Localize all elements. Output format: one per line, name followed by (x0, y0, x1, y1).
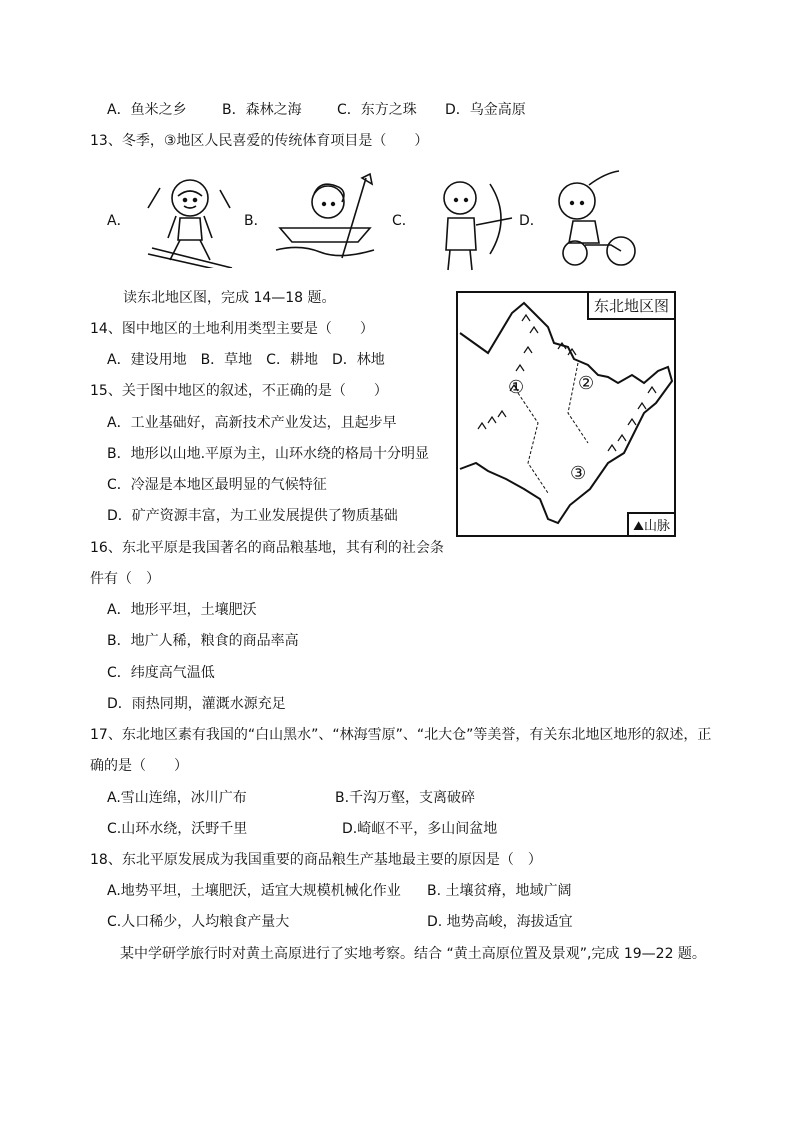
q14-options: A．建设用地 B．草地 C．耕地 D．林地 (107, 352, 385, 368)
q17-option-b: B.千沟万壑，支离破碎 (335, 790, 476, 806)
q12-option-a: A．鱼米之乡 (107, 102, 187, 118)
map-mark-2: ② (578, 373, 595, 394)
q17-stem-line1: 17、东北地区素有我国的“白山黑水”、“林海雪原”、“北大仓”等美誉，有关东北地区地形的叙述，正 (90, 727, 712, 743)
q12-option-c: C．东方之珠 (337, 102, 417, 118)
q16-stem-line1: 16、东北平原是我国著名的商品粮基地，其有利的社会条 (90, 540, 444, 556)
q15-option-a: A．工业基础好，高新技术产业发达，且起步早 (107, 415, 397, 431)
q13-option-b-label: B． (244, 213, 268, 229)
archer-illustration (420, 170, 520, 275)
q18-option-a: A.地势平坦，土壤肥沃，适宜大规模机械化作业 (107, 883, 401, 899)
cyclist-illustration (545, 165, 645, 270)
intro-19-22: 某中学研学旅行时对黄土高原进行了实地考察。结合 “黄土高原位置及景观”,完成 19—22 题。 (120, 946, 706, 962)
q18-option-d: D. 地势高峻，海拔适宜 (427, 914, 573, 930)
map-title: 东北地区图 (587, 293, 674, 320)
q16-option-d: D．雨热同期，灌溉水源充足 (107, 696, 286, 712)
q13-option-d-label: D． (519, 213, 544, 229)
q18-option-b: B. 土壤贫瘠，地域广阔 (427, 883, 572, 899)
q12-option-d: D．乌金高原 (445, 102, 526, 118)
q17-stem-line2: 确的是（ ） (90, 758, 188, 774)
q16-option-b: B．地广人稀，粮食的商品率高 (107, 633, 299, 649)
intro-14-18: 读东北地区图，完成 14—18 题。 (123, 290, 336, 306)
q13-option-a-label: A． (107, 213, 131, 229)
skier-illustration (140, 168, 240, 268)
northeast-map (456, 291, 676, 537)
map-legend-label: 山脉 (643, 519, 670, 534)
mountain-icon: ⛰ (633, 519, 644, 534)
map-mark-1: ① (508, 377, 525, 398)
rower-illustration (270, 172, 380, 262)
q18-stem: 18、东北平原发展成为我国重要的商品粮生产基地最主要的原因是（ ） (90, 852, 542, 868)
q15-option-d: D．矿产资源丰富，为工业发展提供了物质基础 (107, 508, 398, 524)
q13-stem: 13、冬季，③地区人民喜爱的传统体育项目是（ ） (90, 133, 429, 149)
q15-option-c: C．冷湿是本地区最明显的气候特征 (107, 477, 327, 493)
map-outline (458, 293, 674, 535)
q17-option-c: C.山环水绕，沃野千里 (107, 821, 248, 837)
q14-stem: 14、图中地区的土地利用类型主要是（ ） (90, 321, 374, 337)
q12-option-b: B．森林之海 (222, 102, 302, 118)
q17-option-a: A.雪山连绵，冰川广布 (107, 790, 247, 806)
q16-option-c: C．纬度高气温低 (107, 665, 215, 681)
q17-option-d: D.崎岖不平，多山间盆地 (342, 821, 498, 837)
map-legend (627, 512, 674, 535)
q18-option-c: C.人口稀少，人均粮食产量大 (107, 914, 290, 930)
q16-option-a: A．地形平坦，土壤肥沃 (107, 602, 257, 618)
q16-stem-line2: 件有（ ） (90, 571, 160, 587)
q13-option-c-label: C． (392, 213, 416, 229)
map-mark-3: ③ (570, 463, 587, 484)
q15-option-b: B．地形以山地.平原为主，山环水绕的格局十分明显 (107, 446, 430, 462)
q15-stem: 15、关于图中地区的叙述，不正确的是（ ） (90, 383, 388, 399)
